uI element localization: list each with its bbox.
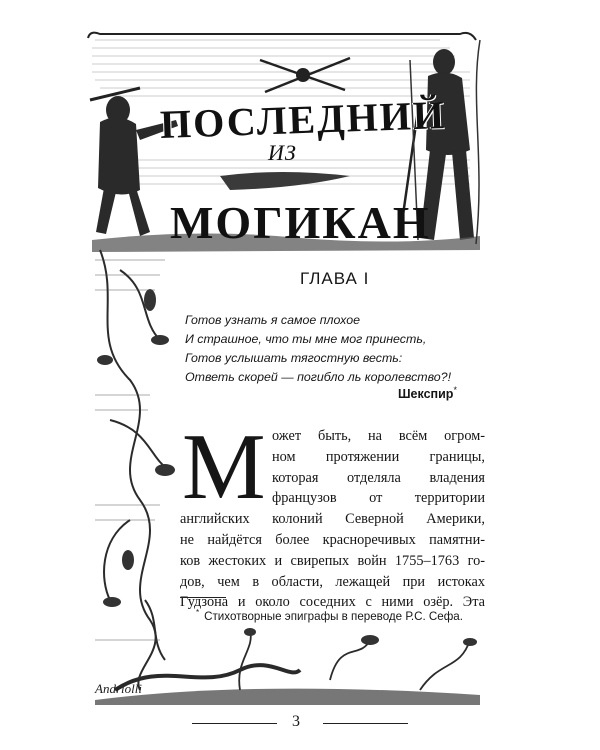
drop-cap: М: [182, 415, 266, 519]
body-line: английских колоний Северной Америки,: [180, 511, 485, 528]
body-line: не найдётся более красноречивых памятни-: [180, 531, 485, 548]
title-word-mogikan: МОГИКАН: [170, 197, 431, 248]
title-word-poslednij: ПОСЛЕДНИЙ: [159, 92, 447, 147]
page-number: 3: [292, 713, 300, 730]
body-line: дов, чем в области, лежащей при истоках: [180, 573, 485, 590]
footnote-separator: [180, 597, 226, 598]
title-word-iz: ИЗ: [268, 140, 297, 165]
body-line: Гудзона и около соседних с ними озёр. Эта: [180, 594, 485, 611]
body-line: ков жестоких и свирепых войн 1755–1763 го-: [180, 552, 485, 569]
body-line: которая отделяла владения: [272, 469, 485, 486]
footnote-marker: *: [453, 385, 457, 395]
epigraph-line: И страшное, что ты мне мог принесть,: [185, 332, 427, 346]
chapter-heading: ГЛАВА I: [300, 269, 370, 288]
page-number-rule-left: [192, 723, 277, 724]
epigraph: [185, 311, 485, 387]
epigraph-line: Готов узнать я самое плохое: [185, 313, 360, 327]
author-name: Шекспир: [398, 387, 454, 402]
body-line: ном протяжении границы,: [272, 448, 485, 465]
illustrator-signature: Andriolli: [95, 681, 142, 696]
page-number-rule-right: [323, 723, 408, 724]
epigraph-author: [398, 385, 457, 401]
body-line: ожет быть, на всём огром-: [272, 428, 485, 444]
epigraph-line: Готов услышать тягостную весть:: [185, 351, 403, 365]
body-line: французов от территории: [272, 490, 485, 507]
body-paragraph: [180, 426, 485, 613]
epigraph-line: Ответь скорей — погибло ль королевство?!: [185, 370, 452, 384]
footnote-mark: *: [196, 608, 200, 617]
footnote-text: Стихотворные эпиграфы в переводе Р.С. Сефа.: [204, 609, 463, 623]
footnote: [196, 608, 463, 623]
